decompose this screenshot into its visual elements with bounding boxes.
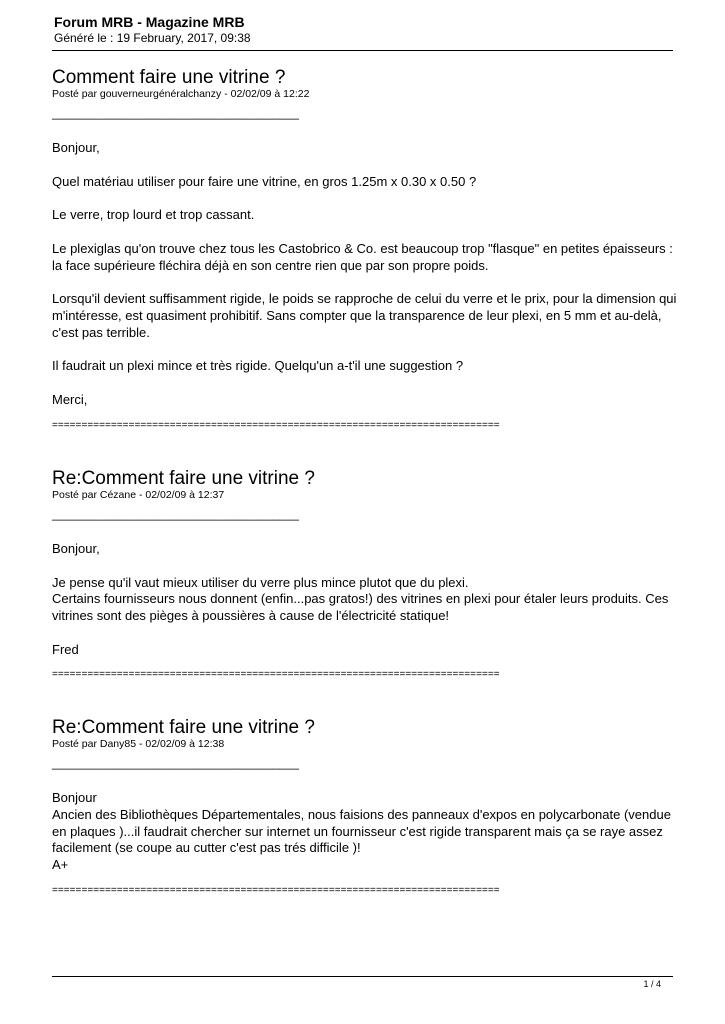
post-underline: _____________________________________ [52,756,299,770]
post-meta: Posté par Cézane - 02/02/09 à 12:37 [52,489,225,501]
page-header [52,14,673,45]
post-paragraph: Il faudrait un plexi mince et très rigide. Quelqu'un a-t'il une suggestion ? [52,358,464,374]
post-paragraph: Le verre, trop lourd et trop cassant. [52,207,255,223]
post-underline: _____________________________________ [52,106,299,120]
post-body [52,140,677,409]
post-body [52,541,677,659]
post-paragraph: Je pense qu'il vaut mieux utiliser du verre plus mince plutot que du plexi. Certains fournisseurs nous donnent (enfin...pas gratos!) des vitrines en plexi pour étaler leurs produits. Ces vitrines sont des pièges à poussières à cause de l'électricité statique! [52,574,669,624]
post-title: Re:Comment faire une vitrine ? [52,468,315,489]
forum-post [52,718,677,897]
page-number: 1 / 4 [643,979,661,989]
post-paragraph: Bonjour Ancien des Bibliothèques Départementales, nous faisions des panneaux d'expos en polycarbonate (vendue en plaques )...il faudrait chercher sur internet un fournisseur c'est rigide transparent mais ça se raye assez facilement (se coupe au cutter c'est pas trés difficile )! A+ [52,790,671,873]
post-paragraph: Merci, [52,391,88,407]
header-divider [52,50,673,51]
site-title: Forum MRB - Magazine MRB [54,14,245,30]
post-paragraph: Bonjour, [52,541,100,556]
post-paragraph: Fred [52,641,79,657]
post-title: Re:Comment faire une vitrine ? [52,717,315,738]
post-separator: ============================================================================ [52,884,500,896]
post-title: Comment faire une vitrine ? [52,67,286,88]
post-paragraph: Le plexiglas qu'on trouve chez tous les Castobrico & Co. est beaucoup trop "flasque" en petites épaisseurs : la face supérieure fléchira déjà en son centre rien que par son propre poids. [52,240,673,273]
post-paragraph: Bonjour, [52,140,100,155]
post-meta: Posté par gouverneurgénéralchanzy - 02/02/09 à 12:22 [52,88,310,100]
forum-post [52,68,677,432]
post-paragraph: Lorsqu'il devient suffisamment rigide, le poids se rapproche de celui du verre et le prix, pour la dimension qui m'intéresse, est quasiment prohibitif. Sans compter que la transparence de leur plexi, en 5 mm et au-delà, c'est pas terrible. [52,291,677,340]
forum-post [52,469,677,681]
post-body [52,790,677,874]
post-separator: ============================================================================ [52,669,500,681]
post-underline: _____________________________________ [52,507,299,521]
footer-divider [52,976,673,977]
generated-date: Généré le : 19 February, 2017, 09:38 [54,31,251,45]
post-meta: Posté par Dany85 - 02/02/09 à 12:38 [52,738,225,750]
post-separator: ============================================================================ [52,419,500,431]
post-paragraph: Quel matériau utiliser pour faire une vitrine, en gros 1.25m x 0.30 x 0.50 ? [52,173,477,189]
